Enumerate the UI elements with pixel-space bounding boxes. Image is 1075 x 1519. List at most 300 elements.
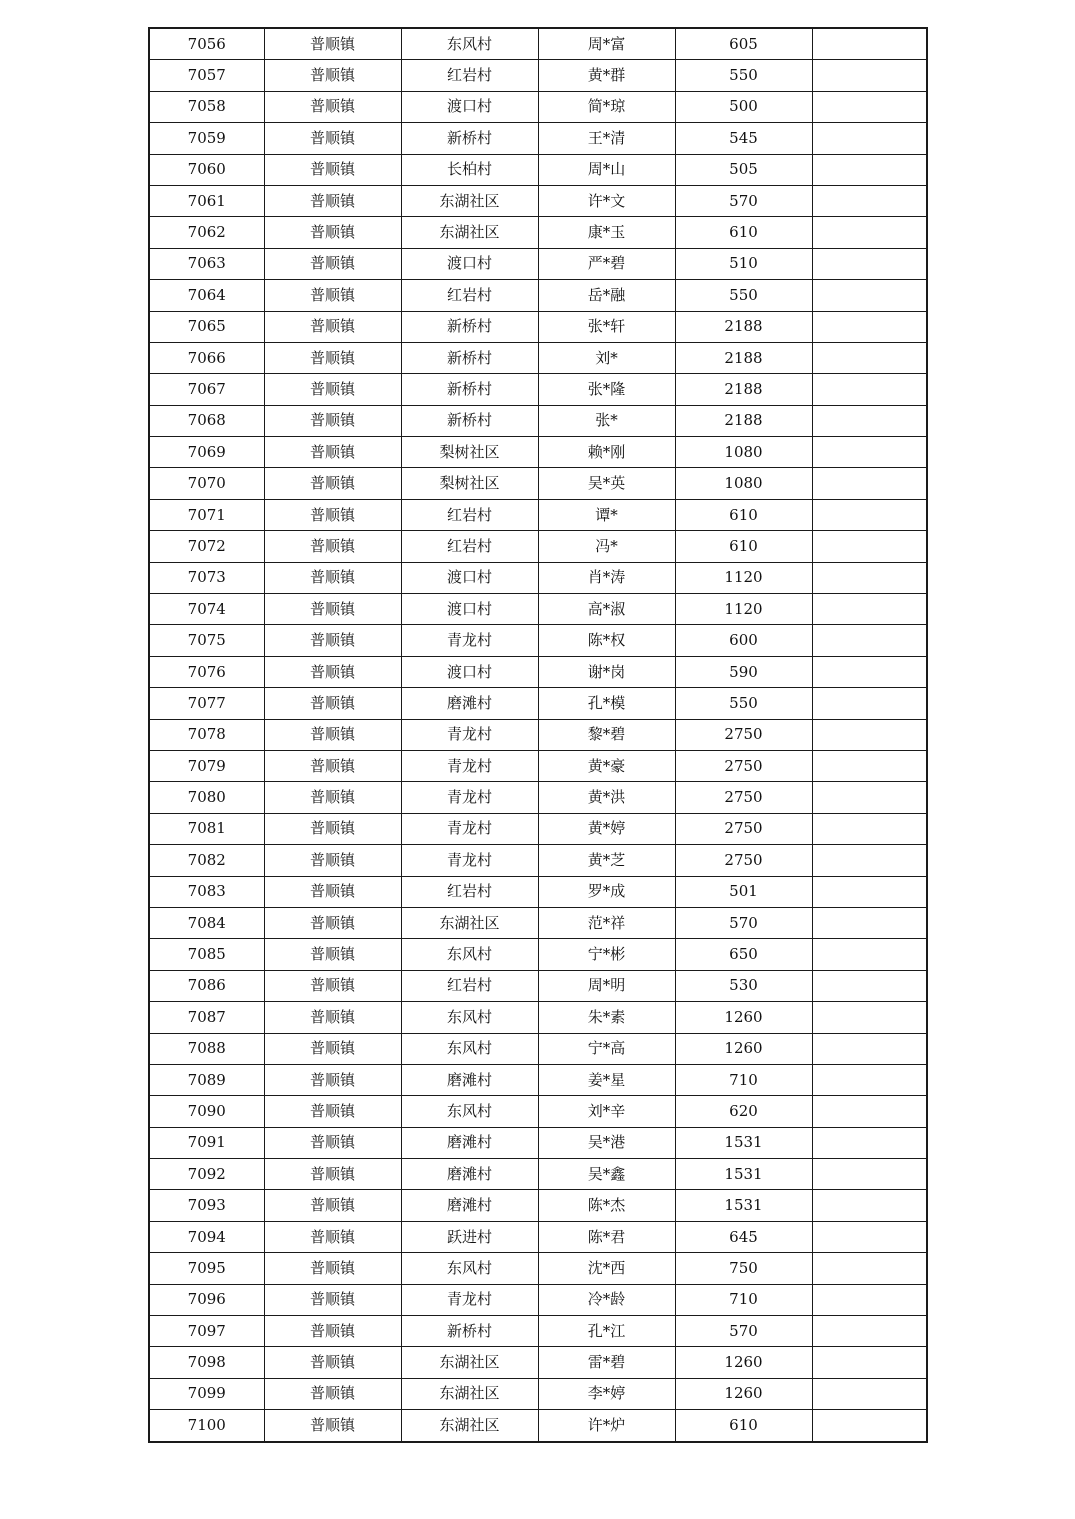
town-cell: 普顺镇 (264, 185, 401, 216)
name-cell: 吴*英 (538, 468, 675, 499)
table-row (149, 688, 927, 719)
row-number-cell: 7076 (149, 656, 264, 687)
amount-cell: 2188 (675, 405, 812, 436)
table-row (149, 437, 927, 468)
town-cell: 普顺镇 (264, 311, 401, 342)
amount-cell: 570 (675, 1316, 812, 1347)
amount-cell: 2750 (675, 845, 812, 876)
row-number-cell: 7066 (149, 342, 264, 373)
table-row (149, 782, 927, 813)
amount-cell: 610 (675, 531, 812, 562)
village-cell: 红岩村 (401, 60, 538, 91)
row-number-cell: 7089 (149, 1064, 264, 1095)
town-cell: 普顺镇 (264, 123, 401, 154)
amount-cell: 2188 (675, 311, 812, 342)
town-cell: 普顺镇 (264, 1190, 401, 1221)
town-cell: 普顺镇 (264, 248, 401, 279)
name-cell: 肖*涛 (538, 562, 675, 593)
village-cell: 长柏村 (401, 154, 538, 185)
name-cell: 朱*素 (538, 1002, 675, 1033)
village-cell: 东湖社区 (401, 185, 538, 216)
note-cell (812, 939, 927, 970)
table-row (149, 531, 927, 562)
note-cell (812, 1002, 927, 1033)
name-cell: 周*山 (538, 154, 675, 185)
note-cell (812, 28, 927, 60)
amount-cell: 2188 (675, 374, 812, 405)
note-cell (812, 625, 927, 656)
village-cell: 新桥村 (401, 311, 538, 342)
table-row (149, 907, 927, 938)
amount-cell: 600 (675, 625, 812, 656)
name-cell: 周*明 (538, 970, 675, 1001)
row-number-cell: 7069 (149, 437, 264, 468)
amount-cell: 545 (675, 123, 812, 154)
town-cell: 普顺镇 (264, 1159, 401, 1190)
row-number-cell: 7078 (149, 719, 264, 750)
name-cell: 谢*岗 (538, 656, 675, 687)
table-row (149, 1096, 927, 1127)
name-cell: 陈*君 (538, 1221, 675, 1252)
amount-cell: 2750 (675, 782, 812, 813)
town-cell: 普顺镇 (264, 60, 401, 91)
amount-cell: 530 (675, 970, 812, 1001)
table-row (149, 1347, 927, 1378)
village-cell: 磨滩村 (401, 1127, 538, 1158)
row-number-cell: 7065 (149, 311, 264, 342)
town-cell: 普顺镇 (264, 1378, 401, 1409)
village-cell: 东风村 (401, 1253, 538, 1284)
row-number-cell: 7093 (149, 1190, 264, 1221)
table-row (149, 970, 927, 1001)
name-cell: 黄*群 (538, 60, 675, 91)
note-cell (812, 1127, 927, 1158)
amount-cell: 1260 (675, 1378, 812, 1409)
village-cell: 磨滩村 (401, 1190, 538, 1221)
note-cell (812, 813, 927, 844)
name-cell: 宁*彬 (538, 939, 675, 970)
table-row (149, 468, 927, 499)
row-number-cell: 7061 (149, 185, 264, 216)
row-number-cell: 7096 (149, 1284, 264, 1315)
note-cell (812, 907, 927, 938)
name-cell: 宁*高 (538, 1033, 675, 1064)
amount-cell: 505 (675, 154, 812, 185)
name-cell: 孔*模 (538, 688, 675, 719)
note-cell (812, 1316, 927, 1347)
village-cell: 青龙村 (401, 782, 538, 813)
town-cell: 普顺镇 (264, 970, 401, 1001)
village-cell: 红岩村 (401, 970, 538, 1001)
table-row (149, 1127, 927, 1158)
note-cell (812, 1253, 927, 1284)
name-cell: 黄*婷 (538, 813, 675, 844)
town-cell: 普顺镇 (264, 437, 401, 468)
table-row (149, 845, 927, 876)
town-cell: 普顺镇 (264, 719, 401, 750)
village-cell: 东湖社区 (401, 217, 538, 248)
amount-cell: 750 (675, 1253, 812, 1284)
town-cell: 普顺镇 (264, 280, 401, 311)
amount-cell: 645 (675, 1221, 812, 1252)
table-row (149, 1410, 927, 1442)
table-row (149, 60, 927, 91)
row-number-cell: 7097 (149, 1316, 264, 1347)
village-cell: 梨树社区 (401, 468, 538, 499)
table-row (149, 876, 927, 907)
table-row (149, 562, 927, 593)
note-cell (812, 185, 927, 216)
table-row (149, 280, 927, 311)
name-cell: 许*炉 (538, 1410, 675, 1442)
note-cell (812, 1096, 927, 1127)
town-cell: 普顺镇 (264, 688, 401, 719)
town-cell: 普顺镇 (264, 594, 401, 625)
amount-cell: 710 (675, 1064, 812, 1095)
note-cell (812, 719, 927, 750)
town-cell: 普顺镇 (264, 1127, 401, 1158)
row-number-cell: 7098 (149, 1347, 264, 1378)
village-cell: 东湖社区 (401, 1410, 538, 1442)
table-row (149, 342, 927, 373)
table-row (149, 28, 927, 60)
amount-cell: 2188 (675, 342, 812, 373)
village-cell: 新桥村 (401, 405, 538, 436)
note-cell (812, 970, 927, 1001)
note-cell (812, 688, 927, 719)
table-row (149, 311, 927, 342)
village-cell: 红岩村 (401, 531, 538, 562)
row-number-cell: 7100 (149, 1410, 264, 1442)
row-number-cell: 7099 (149, 1378, 264, 1409)
row-number-cell: 7062 (149, 217, 264, 248)
note-cell (812, 1378, 927, 1409)
village-cell: 青龙村 (401, 845, 538, 876)
amount-cell: 605 (675, 28, 812, 60)
table-row (149, 123, 927, 154)
village-cell: 渡口村 (401, 656, 538, 687)
town-cell: 普顺镇 (264, 217, 401, 248)
village-cell: 东湖社区 (401, 907, 538, 938)
town-cell: 普顺镇 (264, 656, 401, 687)
town-cell: 普顺镇 (264, 154, 401, 185)
note-cell (812, 782, 927, 813)
note-cell (812, 1410, 927, 1442)
name-cell: 吴*港 (538, 1127, 675, 1158)
amount-cell: 710 (675, 1284, 812, 1315)
town-cell: 普顺镇 (264, 91, 401, 122)
amount-cell: 2750 (675, 719, 812, 750)
town-cell: 普顺镇 (264, 1064, 401, 1095)
village-cell: 青龙村 (401, 719, 538, 750)
table-row (149, 1159, 927, 1190)
row-number-cell: 7071 (149, 499, 264, 530)
village-cell: 红岩村 (401, 280, 538, 311)
name-cell: 赖*刚 (538, 437, 675, 468)
table-row (149, 374, 927, 405)
town-cell: 普顺镇 (264, 1096, 401, 1127)
note-cell (812, 437, 927, 468)
table-row (149, 91, 927, 122)
town-cell: 普顺镇 (264, 876, 401, 907)
amount-cell: 590 (675, 656, 812, 687)
amount-cell: 570 (675, 907, 812, 938)
table-row (149, 405, 927, 436)
table-row (149, 217, 927, 248)
subsidy-table (148, 27, 928, 1443)
amount-cell: 1260 (675, 1347, 812, 1378)
note-cell (812, 750, 927, 781)
village-cell: 新桥村 (401, 123, 538, 154)
table-row (149, 1221, 927, 1252)
village-cell: 东湖社区 (401, 1347, 538, 1378)
note-cell (812, 217, 927, 248)
town-cell: 普顺镇 (264, 625, 401, 656)
town-cell: 普顺镇 (264, 1221, 401, 1252)
village-cell: 渡口村 (401, 91, 538, 122)
table-row (149, 656, 927, 687)
amount-cell: 620 (675, 1096, 812, 1127)
row-number-cell: 7094 (149, 1221, 264, 1252)
row-number-cell: 7092 (149, 1159, 264, 1190)
name-cell: 许*文 (538, 185, 675, 216)
table-row (149, 625, 927, 656)
name-cell: 黎*碧 (538, 719, 675, 750)
row-number-cell: 7083 (149, 876, 264, 907)
row-number-cell: 7087 (149, 1002, 264, 1033)
village-cell: 青龙村 (401, 1284, 538, 1315)
town-cell: 普顺镇 (264, 845, 401, 876)
row-number-cell: 7075 (149, 625, 264, 656)
amount-cell: 500 (675, 91, 812, 122)
note-cell (812, 656, 927, 687)
name-cell: 张*轩 (538, 311, 675, 342)
note-cell (812, 123, 927, 154)
amount-cell: 1531 (675, 1190, 812, 1221)
table-row (149, 1284, 927, 1315)
table-body (149, 28, 927, 1442)
village-cell: 东风村 (401, 28, 538, 60)
town-cell: 普顺镇 (264, 531, 401, 562)
town-cell: 普顺镇 (264, 1284, 401, 1315)
town-cell: 普顺镇 (264, 1316, 401, 1347)
village-cell: 青龙村 (401, 813, 538, 844)
note-cell (812, 248, 927, 279)
row-number-cell: 7068 (149, 405, 264, 436)
name-cell: 孔*江 (538, 1316, 675, 1347)
amount-cell: 550 (675, 688, 812, 719)
town-cell: 普顺镇 (264, 1410, 401, 1442)
village-cell: 渡口村 (401, 562, 538, 593)
note-cell (812, 1064, 927, 1095)
table-row (149, 719, 927, 750)
table-row (149, 1190, 927, 1221)
note-cell (812, 468, 927, 499)
note-cell (812, 374, 927, 405)
row-number-cell: 7072 (149, 531, 264, 562)
name-cell: 刘*辛 (538, 1096, 675, 1127)
village-cell: 东风村 (401, 1033, 538, 1064)
name-cell: 岳*融 (538, 280, 675, 311)
name-cell: 吴*鑫 (538, 1159, 675, 1190)
village-cell: 磨滩村 (401, 1159, 538, 1190)
amount-cell: 510 (675, 248, 812, 279)
table-row (149, 1064, 927, 1095)
amount-cell: 550 (675, 280, 812, 311)
row-number-cell: 7084 (149, 907, 264, 938)
name-cell: 陈*杰 (538, 1190, 675, 1221)
name-cell: 陈*权 (538, 625, 675, 656)
note-cell (812, 154, 927, 185)
row-number-cell: 7080 (149, 782, 264, 813)
amount-cell: 550 (675, 60, 812, 91)
town-cell: 普顺镇 (264, 939, 401, 970)
name-cell: 黄*芝 (538, 845, 675, 876)
row-number-cell: 7082 (149, 845, 264, 876)
row-number-cell: 7091 (149, 1127, 264, 1158)
table-row (149, 499, 927, 530)
name-cell: 李*婷 (538, 1378, 675, 1409)
town-cell: 普顺镇 (264, 342, 401, 373)
amount-cell: 1260 (675, 1033, 812, 1064)
row-number-cell: 7088 (149, 1033, 264, 1064)
row-number-cell: 7063 (149, 248, 264, 279)
name-cell: 严*碧 (538, 248, 675, 279)
town-cell: 普顺镇 (264, 405, 401, 436)
note-cell (812, 845, 927, 876)
village-cell: 红岩村 (401, 499, 538, 530)
note-cell (812, 280, 927, 311)
town-cell: 普顺镇 (264, 1033, 401, 1064)
name-cell: 周*富 (538, 28, 675, 60)
table-row (149, 939, 927, 970)
town-cell: 普顺镇 (264, 1347, 401, 1378)
amount-cell: 570 (675, 185, 812, 216)
note-cell (812, 405, 927, 436)
note-cell (812, 1033, 927, 1064)
name-cell: 简*琼 (538, 91, 675, 122)
note-cell (812, 499, 927, 530)
amount-cell: 1120 (675, 594, 812, 625)
row-number-cell: 7067 (149, 374, 264, 405)
row-number-cell: 7095 (149, 1253, 264, 1284)
note-cell (812, 876, 927, 907)
village-cell: 青龙村 (401, 750, 538, 781)
name-cell: 张* (538, 405, 675, 436)
row-number-cell: 7090 (149, 1096, 264, 1127)
name-cell: 冷*龄 (538, 1284, 675, 1315)
row-number-cell: 7081 (149, 813, 264, 844)
note-cell (812, 594, 927, 625)
town-cell: 普顺镇 (264, 813, 401, 844)
row-number-cell: 7079 (149, 750, 264, 781)
name-cell: 黄*洪 (538, 782, 675, 813)
note-cell (812, 60, 927, 91)
table-row (149, 1378, 927, 1409)
name-cell: 张*隆 (538, 374, 675, 405)
amount-cell: 1260 (675, 1002, 812, 1033)
name-cell: 王*清 (538, 123, 675, 154)
village-cell: 渡口村 (401, 594, 538, 625)
note-cell (812, 562, 927, 593)
amount-cell: 2750 (675, 750, 812, 781)
village-cell: 东风村 (401, 1096, 538, 1127)
note-cell (812, 342, 927, 373)
row-number-cell: 7085 (149, 939, 264, 970)
note-cell (812, 531, 927, 562)
amount-cell: 650 (675, 939, 812, 970)
row-number-cell: 7059 (149, 123, 264, 154)
village-cell: 东风村 (401, 939, 538, 970)
row-number-cell: 7064 (149, 280, 264, 311)
name-cell: 刘* (538, 342, 675, 373)
note-cell (812, 311, 927, 342)
amount-cell: 610 (675, 1410, 812, 1442)
village-cell: 磨滩村 (401, 688, 538, 719)
name-cell: 雷*碧 (538, 1347, 675, 1378)
name-cell: 谭* (538, 499, 675, 530)
village-cell: 跃进村 (401, 1221, 538, 1252)
village-cell: 新桥村 (401, 1316, 538, 1347)
name-cell: 罗*成 (538, 876, 675, 907)
village-cell: 新桥村 (401, 342, 538, 373)
name-cell: 范*祥 (538, 907, 675, 938)
town-cell: 普顺镇 (264, 1002, 401, 1033)
amount-cell: 610 (675, 217, 812, 248)
row-number-cell: 7077 (149, 688, 264, 719)
note-cell (812, 1159, 927, 1190)
amount-cell: 2750 (675, 813, 812, 844)
town-cell: 普顺镇 (264, 562, 401, 593)
village-cell: 东湖社区 (401, 1378, 538, 1409)
amount-cell: 1080 (675, 437, 812, 468)
note-cell (812, 1221, 927, 1252)
village-cell: 梨树社区 (401, 437, 538, 468)
amount-cell: 1531 (675, 1159, 812, 1190)
village-cell: 青龙村 (401, 625, 538, 656)
table-row (149, 813, 927, 844)
town-cell: 普顺镇 (264, 782, 401, 813)
amount-cell: 1120 (675, 562, 812, 593)
town-cell: 普顺镇 (264, 28, 401, 60)
village-cell: 磨滩村 (401, 1064, 538, 1095)
table-row (149, 248, 927, 279)
table-row (149, 1002, 927, 1033)
name-cell: 姜*星 (538, 1064, 675, 1095)
table-row (149, 594, 927, 625)
name-cell: 康*玉 (538, 217, 675, 248)
name-cell: 冯* (538, 531, 675, 562)
town-cell: 普顺镇 (264, 468, 401, 499)
table-row (149, 185, 927, 216)
name-cell: 黄*豪 (538, 750, 675, 781)
note-cell (812, 91, 927, 122)
row-number-cell: 7070 (149, 468, 264, 499)
amount-cell: 1080 (675, 468, 812, 499)
village-cell: 红岩村 (401, 876, 538, 907)
note-cell (812, 1347, 927, 1378)
village-cell: 新桥村 (401, 374, 538, 405)
table-row (149, 1033, 927, 1064)
town-cell: 普顺镇 (264, 499, 401, 530)
name-cell: 沈*西 (538, 1253, 675, 1284)
town-cell: 普顺镇 (264, 1253, 401, 1284)
row-number-cell: 7058 (149, 91, 264, 122)
town-cell: 普顺镇 (264, 750, 401, 781)
village-cell: 渡口村 (401, 248, 538, 279)
village-cell: 东风村 (401, 1002, 538, 1033)
note-cell (812, 1190, 927, 1221)
